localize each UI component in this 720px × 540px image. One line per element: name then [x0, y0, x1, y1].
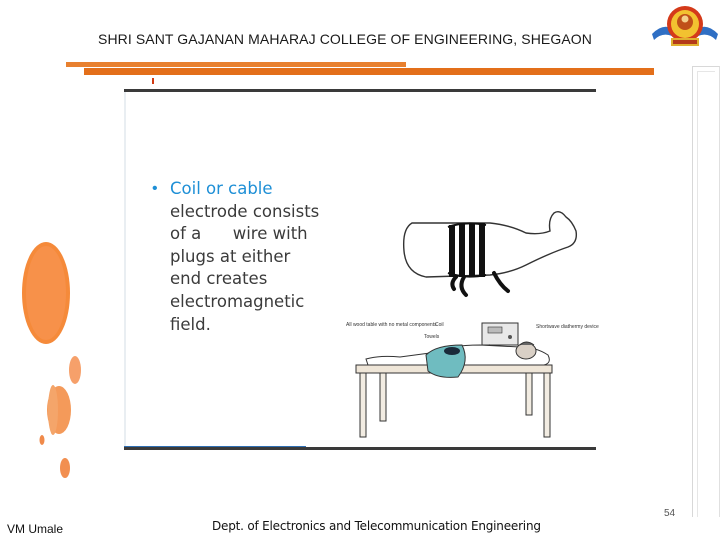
header-rule-lower — [84, 68, 654, 75]
bullet-line: Coil or cable — [170, 179, 273, 198]
frame-bottom-line — [124, 447, 596, 450]
diathermy-illustration — [340, 195, 599, 445]
decorative-circles — [0, 200, 90, 500]
label-towels: Towels — [424, 334, 440, 340]
bullet-line: end creates — [170, 269, 268, 289]
label-coil: Coil — [435, 322, 444, 328]
bullet-line: field. — [170, 314, 211, 334]
bullet-line: electrode consists — [170, 201, 320, 221]
label-table: All wood table with no metal components — [346, 322, 437, 328]
college-logo-icon — [650, 0, 720, 56]
frame-left-edge — [124, 92, 126, 447]
header-title: SHRI SANT GAJANAN MAHARAJ COLLEGE OF ENGINEERING, SHEGAON — [98, 31, 592, 47]
frame-top-line — [124, 89, 596, 92]
table-drawing — [346, 322, 599, 437]
leg-drawing — [404, 212, 577, 295]
bullet-line: plugs at either — [170, 246, 291, 266]
label-device: Shortwave diathermy device — [536, 324, 599, 330]
header-accent-mark — [152, 78, 154, 84]
page-number: 54 — [664, 508, 676, 519]
footer-author: VM Umale — [7, 522, 64, 536]
bullet-marker: • — [152, 180, 158, 197]
footer-department: Dept. of Electronics and Telecommunication Engineering — [212, 519, 541, 533]
header-rule-upper — [66, 62, 406, 67]
bullet-line: of a wire with — [170, 224, 308, 244]
right-border-frame — [692, 66, 720, 517]
bullet-line: electromagnetic — [170, 291, 305, 311]
